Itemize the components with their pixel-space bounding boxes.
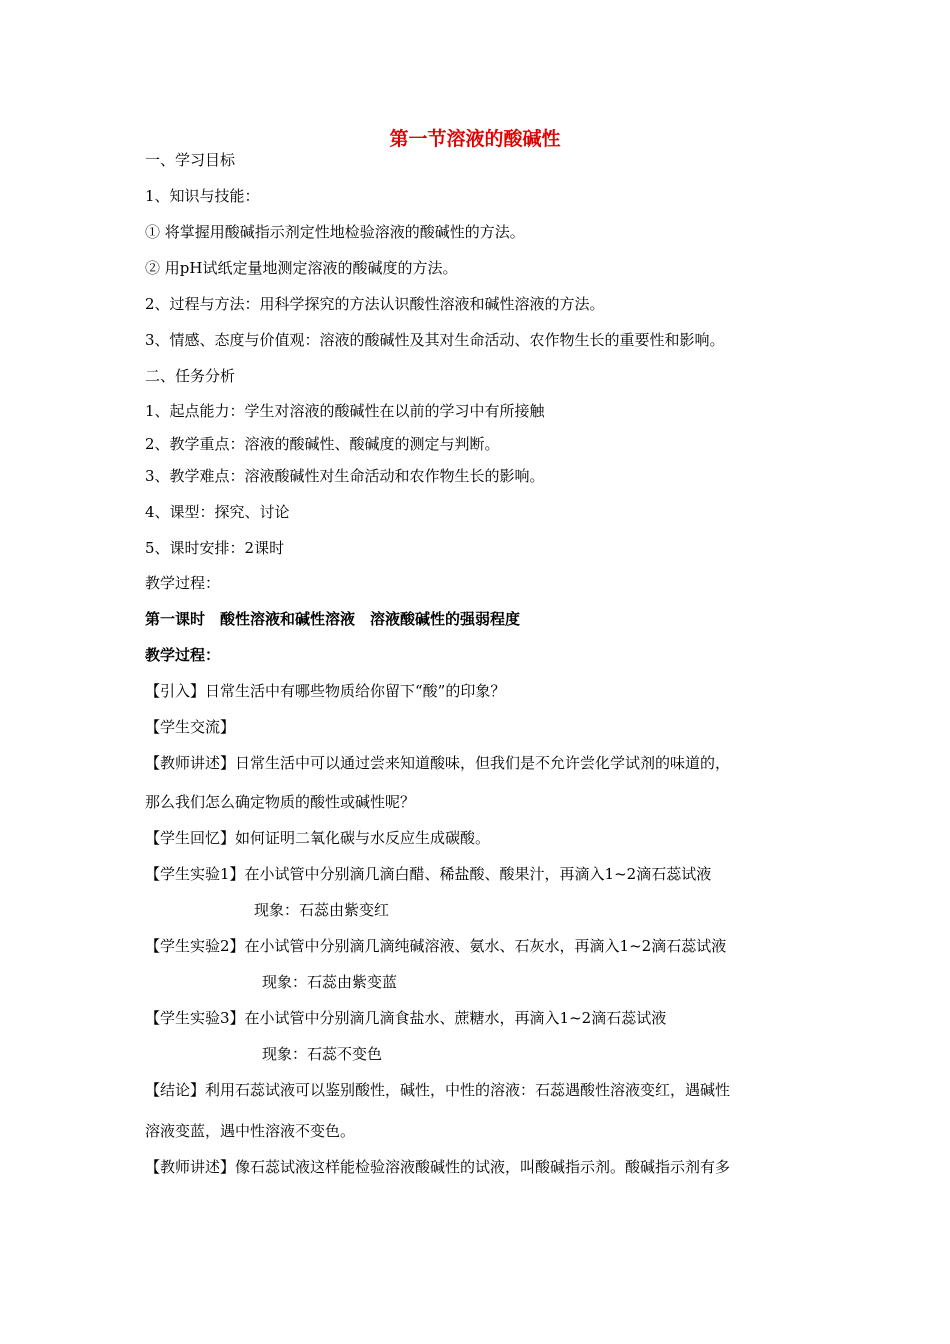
body-line: 【教师讲述】日常生活中可以通过尝来知道酸味，但我们是不允许尝化学试剂的味道的， [145,754,731,772]
section-heading: 二、任务分析 [145,367,236,385]
body-line: 5、课时安排：2课时 [145,539,285,557]
page-title: 第一节溶液的酸碱性 [389,128,561,150]
body-line: 【学生实验1】在小试管中分别滴几滴白醋、稀盐酸、酸果汁，再滴入1~2滴石蕊试液 [145,865,712,883]
body-line: ② 用pH试纸定量地测定溶液的酸碱度的方法。 [145,259,458,277]
body-line: 【教师讲述】像石蕊试液这样能检验溶液酸碱性的试液，叫酸碱指示剂。酸碱指示剂有多 [145,1158,731,1176]
body-line: 【学生实验3】在小试管中分别滴几滴食盐水、蔗糖水，再滴入1~2滴石蕊试液 [145,1009,667,1027]
body-line: 教学过程： [145,574,221,592]
body-line: 【学生交流】 [145,718,236,736]
body-line: 【引入】日常生活中有哪些物质给你留下“酸”的印象？ [145,682,506,700]
body-line: 那么我们怎么确定物质的酸性或碱性呢？ [145,793,416,811]
observation-line: 现象：石蕊由紫变红 [254,901,390,919]
body-line: 1、起点能力：学生对溶液的酸碱性在以前的学习中有所接触 [145,402,545,420]
body-line: 【学生回忆】如何证明二氧化碳与水反应生成碳酸。 [145,829,491,847]
lesson-heading: 第一课时 酸性溶液和碱性溶液 溶液酸碱性的强弱程度 [145,610,521,628]
section-heading: 一、学习目标 [145,151,236,169]
observation-line: 现象：石蕊不变色 [262,1045,383,1063]
observation-line: 现象：石蕊由紫变蓝 [262,973,398,991]
body-line: 2、过程与方法：用科学探究的方法认识酸性溶液和碱性溶液的方法。 [145,295,605,313]
body-line: ① 将掌握用酸碱指示剂定性地检验溶液的酸碱性的方法。 [145,223,525,241]
body-line: 【结论】利用石蕊试液可以鉴别酸性，碱性，中性的溶液：石蕊遇酸性溶液变红，遇碱性 [145,1081,731,1099]
subheading: 1、知识与技能： [145,187,260,205]
body-line: 3、情感、态度与价值观：溶液的酸碱性及其对生命活动、农作物生长的重要性和影响。 [145,331,725,349]
body-line: 【学生实验2】在小试管中分别滴几滴纯碱溶液、氨水、石灰水，再滴入1~2滴石蕊试液 [145,937,727,955]
body-line: 3、教学难点：溶液酸碱性对生命活动和农作物生长的影响。 [145,467,545,485]
process-heading: 教学过程： [145,646,221,664]
body-line: 4、课型：探究、讨论 [145,503,290,521]
body-line: 2、教学重点：溶液的酸碱性、酸碱度的测定与判断。 [145,435,500,453]
body-line: 溶液变蓝，遇中性溶液不变色。 [145,1122,356,1140]
